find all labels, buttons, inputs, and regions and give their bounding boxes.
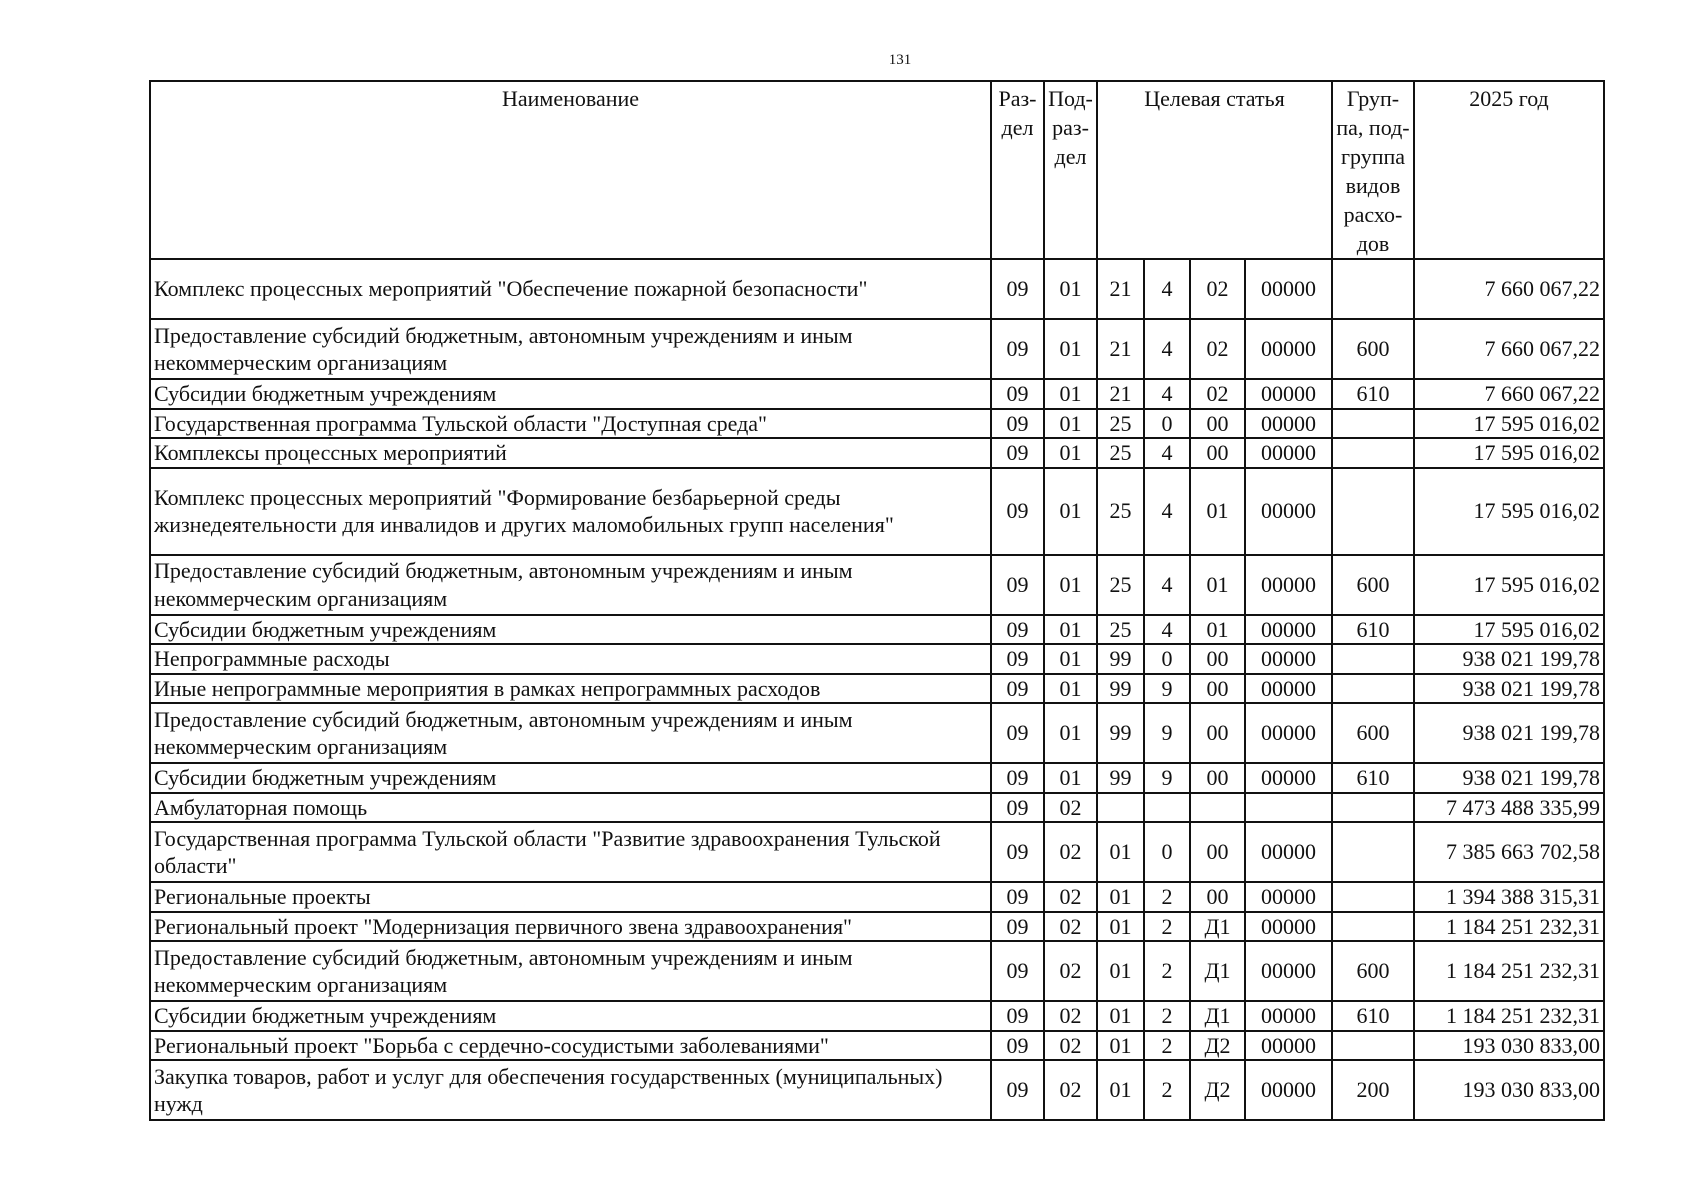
row-expense-group: 200	[1332, 1060, 1414, 1120]
row-expense-group	[1332, 259, 1414, 319]
table-row	[150, 674, 1604, 704]
row-target-subprogram: 4	[1144, 615, 1190, 645]
row-target-program: 25	[1097, 409, 1144, 439]
table-row	[150, 822, 1604, 882]
row-amount-2025: 17 595 016,02	[1414, 555, 1604, 615]
row-target-direction: 00000	[1245, 1060, 1332, 1120]
row-podrazdel: 02	[1044, 912, 1097, 942]
row-expense-group	[1332, 822, 1414, 882]
row-target-subprogram: 2	[1144, 941, 1190, 1001]
row-target-structure: 02	[1190, 259, 1245, 319]
row-target-subprogram: 4	[1144, 468, 1190, 555]
row-target-structure: 00	[1190, 409, 1245, 439]
row-podrazdel: 01	[1044, 644, 1097, 674]
row-podrazdel: 02	[1044, 793, 1097, 823]
row-razdel: 09	[991, 941, 1044, 1001]
row-target-structure: Д1	[1190, 1001, 1245, 1031]
row-name: Региональный проект "Борьба с сердечно-сосудистыми заболеваниями"	[150, 1031, 991, 1061]
row-podrazdel: 02	[1044, 882, 1097, 912]
table-row	[150, 555, 1604, 615]
row-amount-2025: 7 660 067,22	[1414, 319, 1604, 379]
header-group: Груп- па, под- группа видов расхо- дов	[1332, 81, 1414, 259]
row-target-subprogram: 0	[1144, 644, 1190, 674]
row-target-structure: 01	[1190, 555, 1245, 615]
row-target-structure: 00	[1190, 674, 1245, 704]
row-target-direction: 00000	[1245, 644, 1332, 674]
row-razdel: 09	[991, 703, 1044, 763]
row-target-structure: 02	[1190, 379, 1245, 409]
row-target-subprogram: 2	[1144, 912, 1190, 942]
row-target-subprogram: 2	[1144, 1031, 1190, 1061]
row-amount-2025: 7 385 663 702,58	[1414, 822, 1604, 882]
row-amount-2025: 17 595 016,02	[1414, 468, 1604, 555]
row-podrazdel: 01	[1044, 409, 1097, 439]
row-target-structure: 00	[1190, 822, 1245, 882]
row-target-program: 25	[1097, 438, 1144, 468]
row-name: Региональный проект "Модернизация первичного звена здравоохранения"	[150, 912, 991, 942]
row-target-structure: 00	[1190, 882, 1245, 912]
table-row	[150, 259, 1604, 319]
row-target-structure: 02	[1190, 319, 1245, 379]
table-row	[150, 793, 1604, 823]
row-name: Субсидии бюджетным учреждениям	[150, 379, 991, 409]
row-target-direction: 00000	[1245, 259, 1332, 319]
row-target-program: 99	[1097, 763, 1144, 793]
row-expense-group	[1332, 793, 1414, 823]
row-target-structure: 00	[1190, 438, 1245, 468]
row-name: Предоставление субсидий бюджетным, автономным учреждениям и иным некоммерческим организациям	[150, 703, 991, 763]
table-row	[150, 409, 1604, 439]
row-razdel: 09	[991, 644, 1044, 674]
row-podrazdel: 02	[1044, 1031, 1097, 1061]
row-razdel: 09	[991, 555, 1044, 615]
row-name: Государственная программа Тульской области "Развитие здравоохранения Тульской области"	[150, 822, 991, 882]
row-podrazdel: 01	[1044, 703, 1097, 763]
row-podrazdel: 01	[1044, 468, 1097, 555]
row-podrazdel: 01	[1044, 319, 1097, 379]
row-target-direction: 00000	[1245, 941, 1332, 1001]
row-target-program: 25	[1097, 468, 1144, 555]
row-target-program: 25	[1097, 615, 1144, 645]
row-target-direction: 00000	[1245, 319, 1332, 379]
row-expense-group: 610	[1332, 615, 1414, 645]
row-target-direction: 00000	[1245, 615, 1332, 645]
page-number: 131	[888, 52, 912, 68]
row-target-direction: 00000	[1245, 468, 1332, 555]
header-name: Наименование	[150, 81, 991, 259]
row-amount-2025: 1 184 251 232,31	[1414, 912, 1604, 942]
table-row	[150, 644, 1604, 674]
row-expense-group	[1332, 882, 1414, 912]
row-target-program: 01	[1097, 822, 1144, 882]
row-target-subprogram: 9	[1144, 674, 1190, 704]
row-podrazdel: 01	[1044, 379, 1097, 409]
row-expense-group: 610	[1332, 763, 1414, 793]
table-row	[150, 1060, 1604, 1120]
row-expense-group: 600	[1332, 703, 1414, 763]
row-razdel: 09	[991, 1060, 1044, 1120]
row-amount-2025: 17 595 016,02	[1414, 615, 1604, 645]
row-expense-group	[1332, 409, 1414, 439]
row-razdel: 09	[991, 822, 1044, 882]
budget-table	[149, 80, 1605, 1121]
table-row	[150, 1031, 1604, 1061]
row-amount-2025: 938 021 199,78	[1414, 703, 1604, 763]
table-row	[150, 468, 1604, 555]
row-amount-2025: 1 394 388 315,31	[1414, 882, 1604, 912]
row-podrazdel: 02	[1044, 941, 1097, 1001]
row-podrazdel: 02	[1044, 1001, 1097, 1031]
row-target-program: 99	[1097, 644, 1144, 674]
row-podrazdel: 01	[1044, 615, 1097, 645]
row-razdel: 09	[991, 793, 1044, 823]
row-target-program: 01	[1097, 1031, 1144, 1061]
row-target-program: 99	[1097, 674, 1144, 704]
row-target-program: 25	[1097, 555, 1144, 615]
row-target-direction	[1245, 793, 1332, 823]
row-amount-2025: 7 660 067,22	[1414, 379, 1604, 409]
table-row	[150, 438, 1604, 468]
row-target-subprogram: 9	[1144, 703, 1190, 763]
row-razdel: 09	[991, 674, 1044, 704]
row-podrazdel: 02	[1044, 1060, 1097, 1120]
row-amount-2025: 7 473 488 335,99	[1414, 793, 1604, 823]
row-razdel: 09	[991, 319, 1044, 379]
row-podrazdel: 01	[1044, 438, 1097, 468]
table-row	[150, 379, 1604, 409]
row-razdel: 09	[991, 409, 1044, 439]
row-target-direction: 00000	[1245, 674, 1332, 704]
row-expense-group	[1332, 674, 1414, 704]
row-target-subprogram	[1144, 793, 1190, 823]
row-name: Предоставление субсидий бюджетным, автономным учреждениям и иным некоммерческим организациям	[150, 941, 991, 1001]
row-target-subprogram: 9	[1144, 763, 1190, 793]
row-target-program	[1097, 793, 1144, 823]
row-target-structure: 00	[1190, 703, 1245, 763]
row-name: Иные непрограммные мероприятия в рамках непрограммных расходов	[150, 674, 991, 704]
row-target-structure: Д1	[1190, 912, 1245, 942]
row-expense-group	[1332, 912, 1414, 942]
row-razdel: 09	[991, 259, 1044, 319]
table-row	[150, 763, 1604, 793]
row-target-program: 21	[1097, 259, 1144, 319]
row-amount-2025: 1 184 251 232,31	[1414, 941, 1604, 1001]
row-target-direction: 00000	[1245, 379, 1332, 409]
row-target-direction: 00000	[1245, 438, 1332, 468]
row-razdel: 09	[991, 763, 1044, 793]
row-podrazdel: 01	[1044, 674, 1097, 704]
row-name: Непрограммные расходы	[150, 644, 991, 674]
row-name: Комплекс процессных мероприятий "Формирование безбарьерной среды жизнедеятельности для инвалидов и других маломобильных групп населения"	[150, 468, 991, 555]
table-row	[150, 941, 1604, 1001]
row-podrazdel: 01	[1044, 555, 1097, 615]
row-target-program: 99	[1097, 703, 1144, 763]
row-expense-group: 610	[1332, 379, 1414, 409]
row-target-program: 01	[1097, 882, 1144, 912]
row-name: Комплекс процессных мероприятий "Обеспечение пожарной безопасности"	[150, 259, 991, 319]
row-expense-group	[1332, 468, 1414, 555]
table-row	[150, 615, 1604, 645]
row-target-program: 21	[1097, 379, 1144, 409]
row-target-subprogram: 0	[1144, 822, 1190, 882]
row-amount-2025: 938 021 199,78	[1414, 674, 1604, 704]
row-expense-group: 610	[1332, 1001, 1414, 1031]
table-row	[150, 912, 1604, 942]
row-razdel: 09	[991, 438, 1044, 468]
row-amount-2025: 938 021 199,78	[1414, 644, 1604, 674]
row-amount-2025: 7 660 067,22	[1414, 259, 1604, 319]
row-name: Региональные проекты	[150, 882, 991, 912]
row-razdel: 09	[991, 912, 1044, 942]
row-expense-group: 600	[1332, 555, 1414, 615]
row-expense-group	[1332, 1031, 1414, 1061]
row-target-structure: Д1	[1190, 941, 1245, 1001]
row-target-direction: 00000	[1245, 822, 1332, 882]
row-name: Закупка товаров, работ и услуг для обеспечения государственных (муниципальных) нужд	[150, 1060, 991, 1120]
row-target-subprogram: 4	[1144, 319, 1190, 379]
header-year: 2025 год	[1414, 81, 1604, 259]
row-target-subprogram: 0	[1144, 409, 1190, 439]
row-target-subprogram: 2	[1144, 1001, 1190, 1031]
row-name: Предоставление субсидий бюджетным, автономным учреждениям и иным некоммерческим организациям	[150, 319, 991, 379]
row-target-structure	[1190, 793, 1245, 823]
row-name: Субсидии бюджетным учреждениям	[150, 1001, 991, 1031]
row-amount-2025: 193 030 833,00	[1414, 1031, 1604, 1061]
table-row	[150, 703, 1604, 763]
row-name: Государственная программа Тульской области "Доступная среда"	[150, 409, 991, 439]
row-target-program: 01	[1097, 941, 1144, 1001]
row-razdel: 09	[991, 882, 1044, 912]
row-target-direction: 00000	[1245, 1031, 1332, 1061]
row-amount-2025: 1 184 251 232,31	[1414, 1001, 1604, 1031]
row-target-structure: Д2	[1190, 1060, 1245, 1120]
row-name: Субсидии бюджетным учреждениям	[150, 763, 991, 793]
row-name: Предоставление субсидий бюджетным, автономным учреждениям и иным некоммерческим организациям	[150, 555, 991, 615]
header-podrazdel: Под- раз- дел	[1044, 81, 1097, 259]
table-body	[150, 259, 1604, 1120]
row-name: Амбулаторная помощь	[150, 793, 991, 823]
row-target-program: 01	[1097, 912, 1144, 942]
row-expense-group: 600	[1332, 941, 1414, 1001]
row-razdel: 09	[991, 615, 1044, 645]
row-target-program: 01	[1097, 1001, 1144, 1031]
header-target-article: Целевая статья	[1097, 81, 1332, 259]
row-target-direction: 00000	[1245, 763, 1332, 793]
row-target-program: 01	[1097, 1060, 1144, 1120]
row-target-program: 21	[1097, 319, 1144, 379]
row-expense-group: 600	[1332, 319, 1414, 379]
row-target-direction: 00000	[1245, 409, 1332, 439]
row-target-direction: 00000	[1245, 882, 1332, 912]
row-podrazdel: 02	[1044, 822, 1097, 882]
row-expense-group	[1332, 644, 1414, 674]
table-row	[150, 882, 1604, 912]
row-target-subprogram: 4	[1144, 438, 1190, 468]
row-target-structure: Д2	[1190, 1031, 1245, 1061]
row-name: Комплексы процессных мероприятий	[150, 438, 991, 468]
row-razdel: 09	[991, 468, 1044, 555]
row-name: Субсидии бюджетным учреждениям	[150, 615, 991, 645]
row-target-direction: 00000	[1245, 703, 1332, 763]
row-target-subprogram: 4	[1144, 259, 1190, 319]
row-amount-2025: 193 030 833,00	[1414, 1060, 1604, 1120]
row-target-direction: 00000	[1245, 912, 1332, 942]
table-header	[150, 81, 1604, 259]
row-target-structure: 00	[1190, 763, 1245, 793]
row-target-direction: 00000	[1245, 555, 1332, 615]
row-expense-group	[1332, 438, 1414, 468]
row-amount-2025: 17 595 016,02	[1414, 409, 1604, 439]
row-razdel: 09	[991, 379, 1044, 409]
row-target-structure: 01	[1190, 468, 1245, 555]
row-target-direction: 00000	[1245, 1001, 1332, 1031]
row-razdel: 09	[991, 1031, 1044, 1061]
row-target-subprogram: 4	[1144, 379, 1190, 409]
table-row	[150, 1001, 1604, 1031]
row-amount-2025: 17 595 016,02	[1414, 438, 1604, 468]
row-target-subprogram: 2	[1144, 1060, 1190, 1120]
table-row	[150, 319, 1604, 379]
row-amount-2025: 938 021 199,78	[1414, 763, 1604, 793]
row-podrazdel: 01	[1044, 259, 1097, 319]
row-target-subprogram: 4	[1144, 555, 1190, 615]
row-target-structure: 00	[1190, 644, 1245, 674]
row-target-structure: 01	[1190, 615, 1245, 645]
row-target-subprogram: 2	[1144, 882, 1190, 912]
row-razdel: 09	[991, 1001, 1044, 1031]
row-podrazdel: 01	[1044, 763, 1097, 793]
header-razdel: Раз- дел	[991, 81, 1044, 259]
